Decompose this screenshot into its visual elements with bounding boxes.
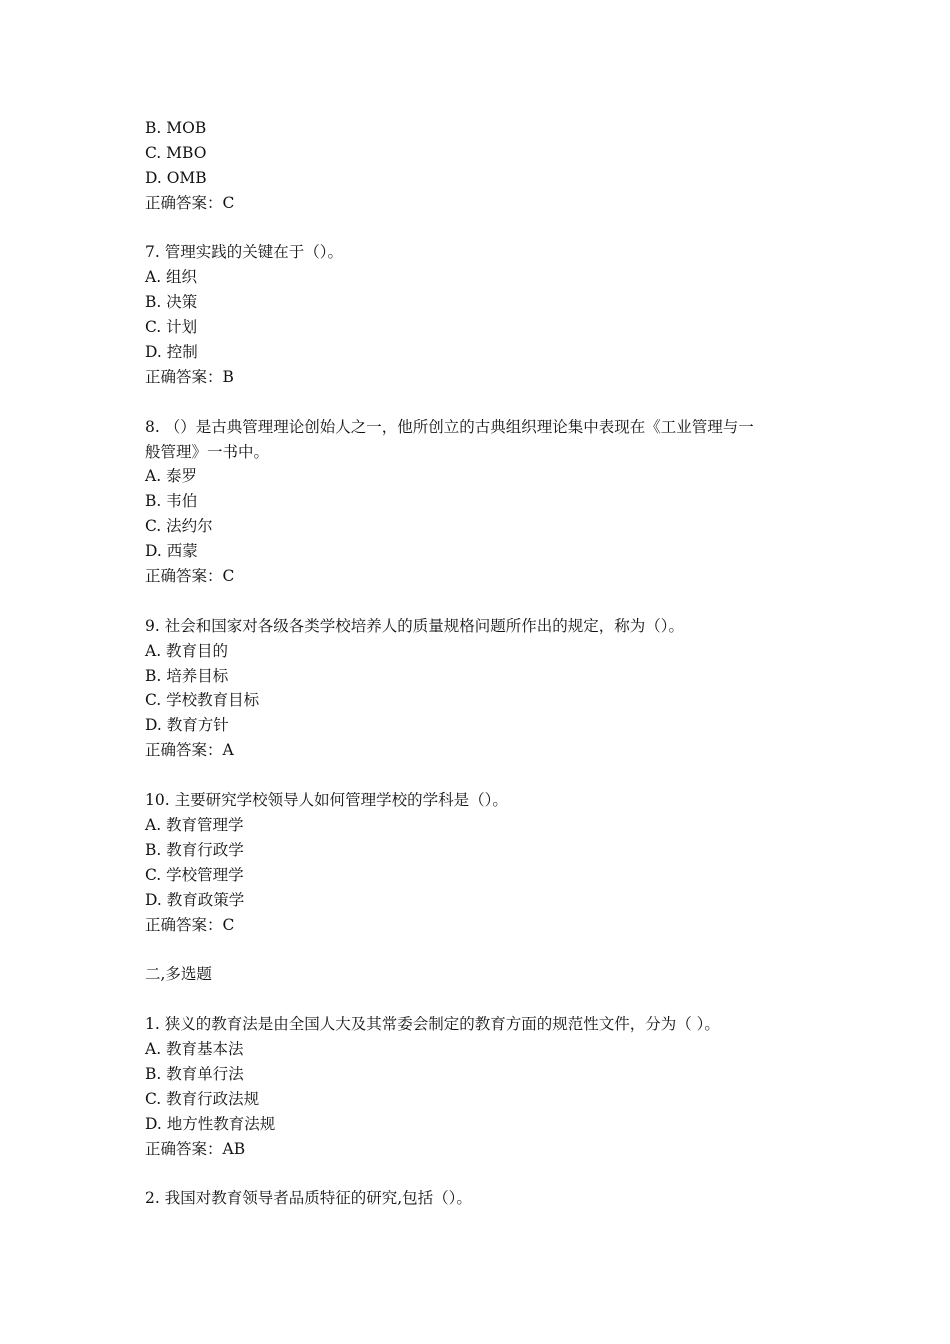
question-stem: 2. 我国对教育领导者品质特征的研究,包括（）。 bbox=[145, 1189, 472, 1208]
question-stem: 9. 社会和国家对各级各类学校培养人的质量规格问题所作出的规定，称为（）。 bbox=[145, 616, 684, 635]
option-d: D. 西蒙 bbox=[145, 542, 198, 561]
option-a: A. 教育目的 bbox=[145, 641, 229, 660]
spacer bbox=[145, 937, 815, 962]
option-d: D. 教育政策学 bbox=[145, 890, 245, 909]
answer-line: 正确答案：B bbox=[145, 367, 234, 386]
question-6-tail bbox=[145, 116, 815, 216]
option-c: C. 学校教育目标 bbox=[145, 691, 260, 710]
question-stem: 1. 狭义的教育法是由全国人大及其常委会制定的教育方面的规范性文件，分为（ ）。 bbox=[145, 1015, 720, 1034]
multi-question-2 bbox=[145, 1186, 815, 1211]
option-d: D. 教育方针 bbox=[145, 716, 229, 735]
question-stem: 7. 管理实践的关键在于（）。 bbox=[145, 243, 343, 262]
option-b: B. 培养目标 bbox=[145, 666, 229, 685]
option-c: C. 教育行政法规 bbox=[145, 1089, 260, 1108]
question-7 bbox=[145, 240, 815, 389]
option-b: B. MOB bbox=[145, 119, 207, 137]
question-9 bbox=[145, 614, 815, 763]
option-d: D. 地方性教育法规 bbox=[145, 1114, 276, 1133]
option-c: C. MBO bbox=[145, 143, 207, 162]
option-d: D. 控制 bbox=[145, 343, 198, 362]
option-a: A. 教育基本法 bbox=[145, 1039, 244, 1058]
spacer bbox=[145, 216, 815, 241]
spacer bbox=[145, 763, 815, 788]
option-d: D. OMB bbox=[145, 168, 207, 187]
question-stem: 10. 主要研究学校领导人如何管理学校的学科是（）。 bbox=[145, 791, 508, 810]
option-c: C. 学校管理学 bbox=[145, 865, 244, 884]
section-title: 二,多选题 bbox=[145, 965, 212, 984]
option-b: B. 教育行政学 bbox=[145, 840, 244, 859]
option-a: A. 泰罗 bbox=[145, 467, 198, 486]
option-b: B. 韦伯 bbox=[145, 492, 198, 511]
option-b: B. 决策 bbox=[145, 293, 198, 312]
spacer bbox=[145, 987, 815, 1012]
question-stem-line-1: 8. （）是古典管理理论创始人之一，他所创立的古典组织理论集中表现在《工业管理与一 bbox=[145, 417, 754, 436]
spacer bbox=[145, 1161, 815, 1186]
answer-line: 正确答案：AB bbox=[145, 1139, 246, 1158]
answer-line: 正确答案：C bbox=[145, 193, 235, 212]
option-a: A. 组织 bbox=[145, 268, 198, 287]
option-b: B. 教育单行法 bbox=[145, 1064, 244, 1083]
option-c: C. 计划 bbox=[145, 318, 198, 337]
question-8 bbox=[145, 415, 815, 589]
spacer bbox=[145, 589, 815, 614]
answer-line: 正确答案：A bbox=[145, 741, 234, 760]
answer-line: 正确答案：C bbox=[145, 567, 235, 586]
question-stem-line-2: 般管理》一书中。 bbox=[145, 442, 270, 461]
option-c: C. 法约尔 bbox=[145, 517, 213, 536]
option-a: A. 教育管理学 bbox=[145, 815, 244, 834]
question-10 bbox=[145, 788, 815, 937]
multi-question-1 bbox=[145, 1012, 815, 1161]
answer-line: 正确答案：C bbox=[145, 915, 235, 934]
document-page bbox=[145, 116, 815, 1211]
spacer bbox=[145, 390, 815, 415]
